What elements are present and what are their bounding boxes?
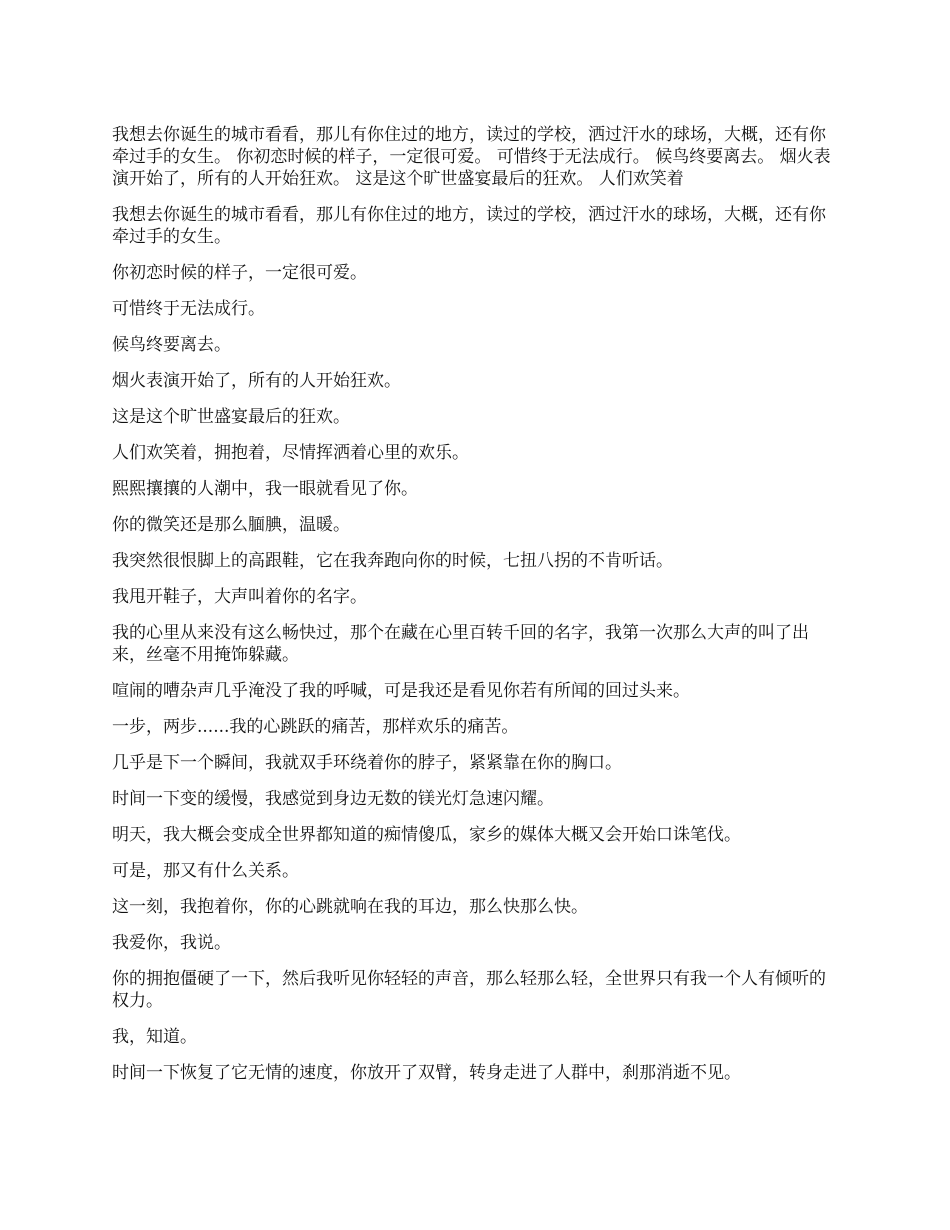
paragraph: 一步，两步......我的心跳跃的痛苦，那样欢乐的痛苦。 bbox=[112, 717, 519, 737]
paragraph: 熙熙攘攘的人潮中，我一眼就看见了你。 bbox=[112, 479, 418, 499]
paragraph: 喧闹的嘈杂声几乎淹没了我的呼喊，可是我还是看见你若有所闻的回过头来。 bbox=[112, 681, 690, 701]
paragraph: 可惜终于无法成行。 bbox=[112, 299, 265, 319]
paragraph: 我甩开鞋子，大声叫着你的名字。 bbox=[112, 587, 367, 607]
paragraph: 我想去你诞生的城市看看，那儿有你住过的地方，读过的学校，洒过汗水的球场，大概，还有你牵过手的女生。 bbox=[112, 205, 826, 247]
paragraph: 你的微笑还是那么腼腆，温暖。 bbox=[112, 515, 350, 535]
summary-paragraph: 我想去你诞生的城市看看，那儿有你住过的地方，读过的学校，洒过汗水的球场，大概，还有你牵过手的女生。 你初恋时候的样子，一定很可爱。 可惜终于无法成行。 候鸟终要离去。 烟火表演开始了，所有的人开始狂欢。 这是这个旷世盛宴最后的狂欢。 人们欢笑着 bbox=[112, 125, 831, 189]
paragraph: 候鸟终要离去。 bbox=[112, 335, 231, 355]
paragraph: 我的心里从来没有这么畅快过，那个在藏在心里百转千回的名字，我第一次那么大声的叫了出来，丝毫不用掩饰躲藏。 bbox=[112, 623, 809, 665]
document-page bbox=[112, 124, 840, 1098]
paragraph: 你的拥抱僵硬了一下，然后我听见你轻轻的声音，那么轻那么轻，全世界只有我一个人有倾听的权力。 bbox=[112, 969, 826, 1011]
paragraph: 时间一下变的缓慢，我感觉到身边无数的镁光灯急速闪耀。 bbox=[112, 789, 554, 809]
paragraph: 几乎是下一个瞬间，我就双手环绕着你的脖子，紧紧靠在你的胸口。 bbox=[112, 753, 622, 773]
paragraph: 明天，我大概会变成全世界都知道的痴情傻瓜，家乡的媒体大概又会开始口诛笔伐。 bbox=[112, 825, 741, 845]
paragraph: 这是这个旷世盛宴最后的狂欢。 bbox=[112, 407, 350, 427]
paragraph: 烟火表演开始了，所有的人开始狂欢。 bbox=[112, 371, 401, 391]
paragraph: 我，知道。 bbox=[112, 1027, 197, 1047]
paragraph: 时间一下恢复了它无情的速度，你放开了双臂，转身走进了人群中，刹那消逝不见。 bbox=[112, 1063, 741, 1083]
paragraph: 可是，那又有什么关系。 bbox=[112, 861, 299, 881]
paragraph: 你初恋时候的样子，一定很可爱。 bbox=[112, 263, 367, 283]
paragraph: 我爱你，我说。 bbox=[112, 933, 231, 953]
paragraph: 人们欢笑着，拥抱着，尽情挥洒着心里的欢乐。 bbox=[112, 443, 469, 463]
paragraph: 这一刻，我抱着你，你的心跳就响在我的耳边，那么快那么快。 bbox=[112, 897, 588, 917]
paragraph: 我突然很恨脚上的高跟鞋，它在我奔跑向你的时候，七扭八拐的不肯听话。 bbox=[112, 551, 673, 571]
